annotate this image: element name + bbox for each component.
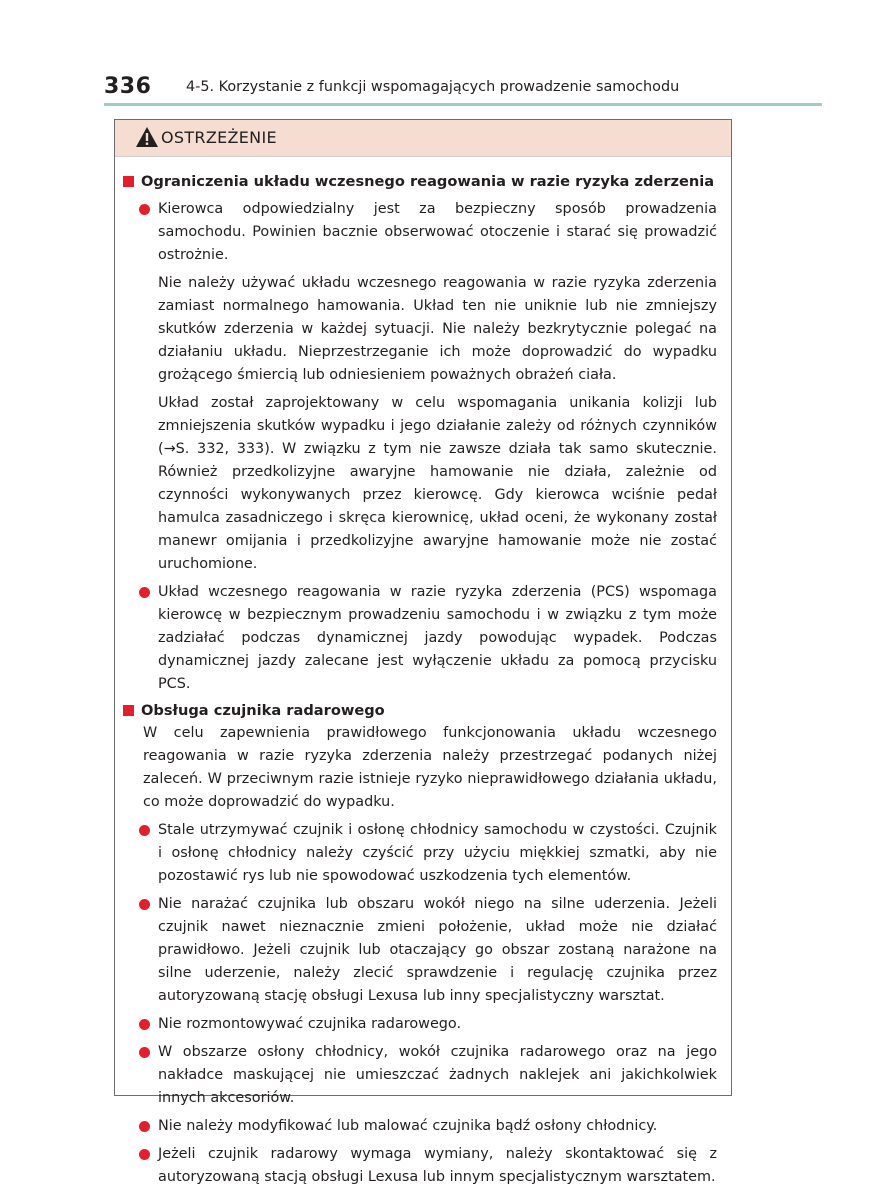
red-bullet-icon bbox=[139, 825, 150, 836]
bullet-text: Jeżeli czujnik radarowy wymaga wymiany, należy skontaktować się z autoryzowaną stacją obsługi Lexusa lub innym specjalistycznym warsztatem. bbox=[158, 1146, 717, 1185]
list-item bbox=[115, 581, 731, 696]
bullet-text: Kierowca odpowiedzialny jest za bezpieczny sposób prowadzenia samochodu. Powinien bacznie obserwować otoczenie i starać się prowadzić ostrożnie. bbox=[158, 201, 717, 263]
bullet-text: Nie rozmontowywać czujnika radarowego. bbox=[158, 1016, 462, 1032]
red-bullet-icon bbox=[139, 1121, 150, 1132]
section-heading-text: Ograniczenia układu wczesnego reagowania w razie ryzyka zderzenia bbox=[141, 173, 715, 190]
bullet-text: Układ wczesnego reagowania w razie ryzyka zderzenia (PCS) wspomaga kierowcę w bezpiecznym prowadzeniu samochodu i w związku z tym może zadziałać podczas dynamicznej jazdy powodując wypadek. Podczas dynamicznej jazdy zalecane jest wyłączenie układu za pomocą przycisku PCS. bbox=[158, 584, 717, 692]
section-title: 4-5. Korzystanie z funkcji wspomagających prowadzenie samochodu bbox=[186, 79, 680, 95]
red-square-icon bbox=[123, 176, 134, 187]
paragraph: Nie należy używać układu wczesnego reagowania w razie ryzyka zderzenia zamiast normalnego hamowania. Układ ten nie uniknie lub nie zmniejszy skutków zderzenia w każdej sytuacji. Nie należy bezkrytycznie polegać na działaniu układu. Nieprzestrzeganie ich może doprowadzić do wypadku grożącego śmiercią lub odniesieniem poważnych obrażeń ciała. bbox=[158, 275, 717, 383]
list-item bbox=[115, 198, 731, 267]
section-heading bbox=[115, 170, 731, 193]
warning-content bbox=[115, 158, 731, 1189]
warning-box bbox=[114, 119, 732, 1185]
list-item bbox=[115, 1013, 731, 1036]
list-item bbox=[115, 893, 731, 1008]
bullet-text: Nie narażać czujnika lub obszaru wokół niego na silne uderzenia. Jeżeli czujnik nawet nieznacznie zmieni położenie, układ może nie działać prawidłowo. Jeżeli czujnik lub otaczający go obszar zostaną narażone na silne uderzenie, należy zlecić sprawdzenie i regulację czujnika przez autoryzowaną stację obsługi Lexusa lub inny specjalistyczny warsztat. bbox=[158, 896, 717, 1004]
bullet-text: Stale utrzymywać czujnik i osłonę chłodnicy samochodu w czystości. Czujnik i osłonę chłodnicy należy czyścić przy użyciu miękkiej szmatki, aby nie pozostawić rys lub nie spowodować uszkodzenia tych elementów. bbox=[158, 822, 717, 884]
section-heading-text: Obsługa czujnika radarowego bbox=[141, 702, 385, 719]
warning-header bbox=[115, 120, 731, 157]
list-item bbox=[115, 1143, 731, 1189]
red-bullet-icon bbox=[139, 899, 150, 910]
bullet-text: W obszarze osłony chłodnicy, wokół czujnika radarowego oraz na jego nakładce maskującej nie umieszczać żadnych naklejek ani jakichkolwiek innych akcesoriów. bbox=[158, 1044, 717, 1106]
red-bullet-icon bbox=[139, 1019, 150, 1030]
paragraph: Układ został zaprojektowany w celu wspomagania unikania kolizji lub zmniejszenia skutków wypadku i jego działanie zależy od różnych czynników (→S. 332, 333). W związku z tym nie zawsze działa tak samo skutecznie. Również przedkolizyjne awaryjne hamowanie nie działa, zależnie od czynności wykonywanych przez kierowcę. Gdy kierowca wciśnie pedał hamulca zasadniczego i skręca kierownicę, układ oceni, że wykonany został manewr omijania i przedkolizyjne awaryjne hamowanie może nie zostać uruchomione. bbox=[158, 395, 717, 572]
paragraph: W celu zapewnienia prawidłowego funkcjonowania układu wczesnego reagowania w razie ryzyka zderzenia należy przestrzegać podanych niżej zaleceń. W przeciwnym razie istnieje ryzyko nieprawidłowego działania układu, co może doprowadzić do wypadku. bbox=[143, 725, 717, 810]
red-bullet-icon bbox=[139, 587, 150, 598]
page-header bbox=[104, 74, 824, 106]
red-bullet-icon bbox=[139, 1149, 150, 1160]
list-item bbox=[115, 1115, 731, 1138]
section-heading bbox=[115, 699, 731, 722]
red-square-icon bbox=[123, 705, 134, 716]
warning-triangle-icon bbox=[135, 126, 159, 148]
header-rule bbox=[104, 103, 822, 106]
red-bullet-icon bbox=[139, 1047, 150, 1058]
list-item bbox=[115, 1041, 731, 1110]
bullet-text: Nie należy modyfikować lub malować czujnika bądź osłony chłodnicy. bbox=[158, 1118, 658, 1134]
page-number: 336 bbox=[104, 74, 152, 99]
warning-title: OSTRZEŻENIE bbox=[161, 128, 277, 147]
red-bullet-icon bbox=[139, 204, 150, 215]
list-item bbox=[115, 819, 731, 888]
